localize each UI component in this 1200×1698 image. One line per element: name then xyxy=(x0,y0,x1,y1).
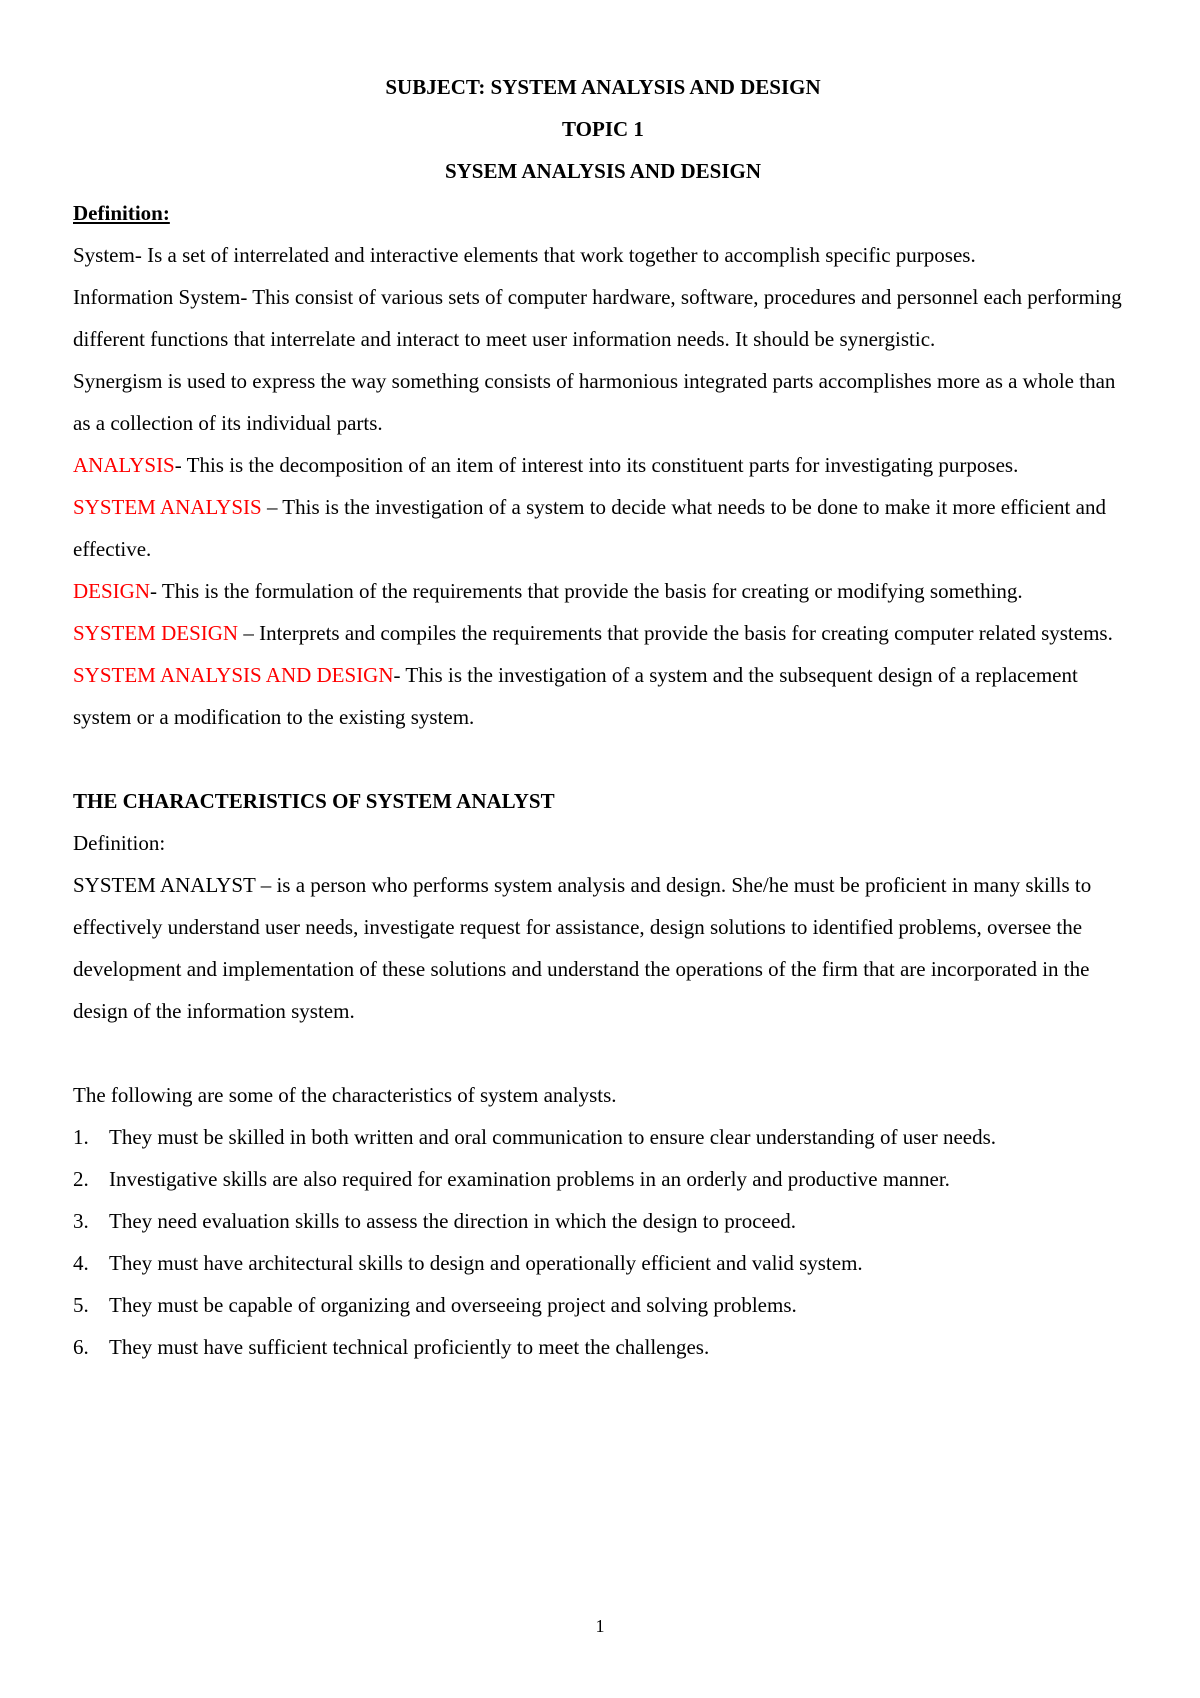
term-label: ANALYSIS xyxy=(73,453,175,477)
information-system-definition: Information System- This consist of various sets of computer hardware, software, procedures and personnel each performing different functions that interrelate and interact to meet user information needs. It should be synergistic. xyxy=(73,285,1122,351)
characteristics-intro: The following are some of the characteristics of system analysts. xyxy=(73,1083,617,1107)
list-text: They need evaluation skills to assess the direction in which the design to proceed. xyxy=(109,1209,796,1233)
characteristics-list xyxy=(73,1116,1133,1368)
document-page xyxy=(73,66,1133,1368)
term-label: SYSTEM ANALYSIS xyxy=(73,495,267,519)
term-definition-system-design xyxy=(73,612,1133,654)
list-number: 3. xyxy=(73,1209,89,1233)
list-text: They must be skilled in both written and oral communication to ensure clear understanding of user needs. xyxy=(109,1125,997,1149)
list-item xyxy=(73,1200,1133,1242)
topic-heading: TOPIC 1 xyxy=(562,117,644,141)
list-number: 5. xyxy=(73,1293,89,1317)
list-number: 2. xyxy=(73,1167,89,1191)
term-text: - This is the formulation of the requirements that provide the basis for creating or modifying something. xyxy=(150,579,1023,603)
list-text: Investigative skills are also required for examination problems in an orderly and productive manner. xyxy=(109,1167,950,1191)
system-definition: System- Is a set of interrelated and interactive elements that work together to accomplish specific purposes. xyxy=(73,243,976,267)
term-definition-system-analysis-and-design xyxy=(73,654,1133,738)
characteristics-definition-label: Definition: xyxy=(73,831,166,855)
characteristics-heading: THE CHARACTERISTICS OF SYSTEM ANALYST xyxy=(73,789,555,813)
list-item xyxy=(73,1116,1133,1158)
term-label: DESIGN xyxy=(73,579,150,603)
synergism-definition: Synergism is used to express the way something consists of harmonious integrated parts accomplishes more as a whole than as a collection of its individual parts. xyxy=(73,369,1116,435)
system-analyst-definition: SYSTEM ANALYST – is a person who performs system analysis and design. She/he must be proficient in many skills to effectively understand user needs, investigate request for assistance, design solutions to identified problems, oversee the development and implementation of these solutions and understand the operations of the firm that are incorporated in the design of the information system. xyxy=(73,873,1092,1023)
list-number: 1. xyxy=(73,1125,89,1149)
page-number: 1 xyxy=(595,1616,605,1636)
term-text: – This is the investigation of a system to decide what needs to be done to make it more efficient and effective. xyxy=(73,495,1106,561)
list-text: They must have sufficient technical proficiently to meet the challenges. xyxy=(109,1335,710,1359)
term-text: – Interprets and compiles the requirements that provide the basis for creating computer related systems. xyxy=(243,621,1113,645)
list-text: They must be capable of organizing and overseeing project and solving problems. xyxy=(109,1293,797,1317)
term-text: - This is the decomposition of an item of interest into its constituent parts for investigating purposes. xyxy=(174,453,1019,477)
term-definition-analysis xyxy=(73,444,1133,486)
list-item xyxy=(73,1326,1133,1368)
list-number: 4. xyxy=(73,1251,89,1275)
definition-heading: Definition: xyxy=(73,201,170,225)
list-text: They must have architectural skills to design and operationally efficient and valid system. xyxy=(109,1251,863,1275)
list-number: 6. xyxy=(73,1335,89,1359)
list-item xyxy=(73,1242,1133,1284)
term-text: - This is the investigation of a system and the subsequent design of a replacement system or a modification to the existing system. xyxy=(73,663,1078,729)
page-title: SYSEM ANALYSIS AND DESIGN xyxy=(444,159,762,183)
spacer xyxy=(73,1032,1133,1074)
list-item xyxy=(73,1284,1133,1326)
term-definition-design xyxy=(73,570,1133,612)
list-item xyxy=(73,1158,1133,1200)
subject-heading: SUBJECT: SYSTEM ANALYSIS AND DESIGN xyxy=(385,75,821,99)
term-label: SYSTEM ANALYSIS AND DESIGN xyxy=(73,663,394,687)
term-label: SYSTEM DESIGN xyxy=(73,621,244,645)
term-definition-system-analysis xyxy=(73,486,1133,570)
